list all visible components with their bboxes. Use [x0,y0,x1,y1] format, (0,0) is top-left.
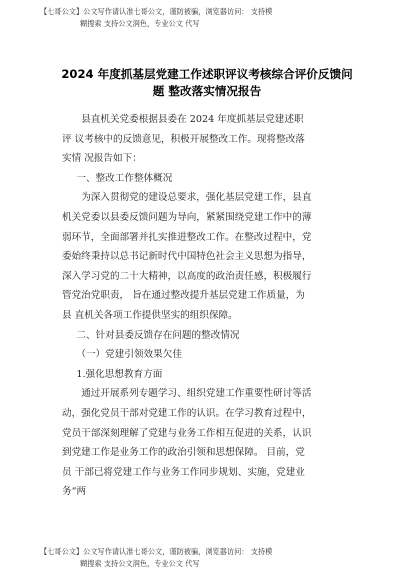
footer-note [40,546,382,570]
intro-line: 县直机关党委根据县委在 2024 年度抓基层党建述职 [81,114,304,125]
section-heading-1: 一、整改工作整体概况 [76,172,173,184]
paragraph-line: 为深入贯彻党的建设总要求，强化基层党建工作，县直 [81,192,312,204]
intro-line: 实情 况报告如下： [62,153,142,165]
paragraph-line: 务“两 [62,486,87,498]
header-note-line-2: 糊搜索 支持公文润色，专业公文 代写 [80,19,200,28]
paragraph-line: 机关党委以县委反馈问题为导向，紧紧围绕党建工作中的薄 [62,211,312,223]
paragraph-line: 县 直机关各项工作提供坚实的组织保障。 [62,309,238,321]
footer-note-line-1: 【七哥公文】公文写作请认准七哥公文，谨防被骗，浏览器访问： 支持模 [40,547,273,556]
paragraph-line: 动，强化党员干部对党建工作的认识。在学习教育过程中， [62,407,312,419]
paragraph-line: 到党建工作是业务工作的政治引领和思想保障。 目前，党 [62,447,305,459]
header-note [40,6,382,30]
footer-note-line-2: 糊搜索 支持公文润色，专业公文 代写 [80,559,200,568]
paragraph-line: 员 干部已将党建工作与业务工作同步规划、实施，党建业 [62,466,305,478]
paragraph-line: 党员干部深刻理解了党建与业务工作相互促进的关系，认识 [62,427,312,439]
document-title [34,66,380,100]
paragraph-line: 深入学习党的二十大精神，以高度的政治责任感，积极履行 [62,270,312,282]
paragraph-line: 委始终秉持以总书记新时代中国特色社会主义思想为指导， [62,251,312,263]
paragraph-line: 弱环节，全面部署并扎实推进整改工作。在整改过程中，党 [62,231,312,243]
section-heading-2: 二、针对县委反馈存在问题的整改情况 [76,329,240,341]
intro-line: 评 议考核中的反馈意见，积极开展整改工作。现将整改落 [62,133,305,145]
item-heading: 1.强化思想教育方面 [76,368,163,380]
document-title-line-2: 题 整改落实情况报告 [152,84,262,98]
document-title-line-1: 2024 年度抓基层党建工作述职评议考核综合评价反馈问 [61,67,353,81]
header-note-line-1: 【七哥公文】公文写作请认准七哥公文，谨防被骗，浏览器访问： 支持模 [40,7,273,16]
paragraph-line: 通过开展系列专题学习、组织党建工作重要性研讨等活 [81,388,312,400]
document-body [62,110,362,502]
paragraph-line: 管党治党职责， 旨在通过整改提升基层党建工作质量，为 [62,290,305,302]
subsection-heading: （一）党建引领效果欠佳 [76,349,182,361]
